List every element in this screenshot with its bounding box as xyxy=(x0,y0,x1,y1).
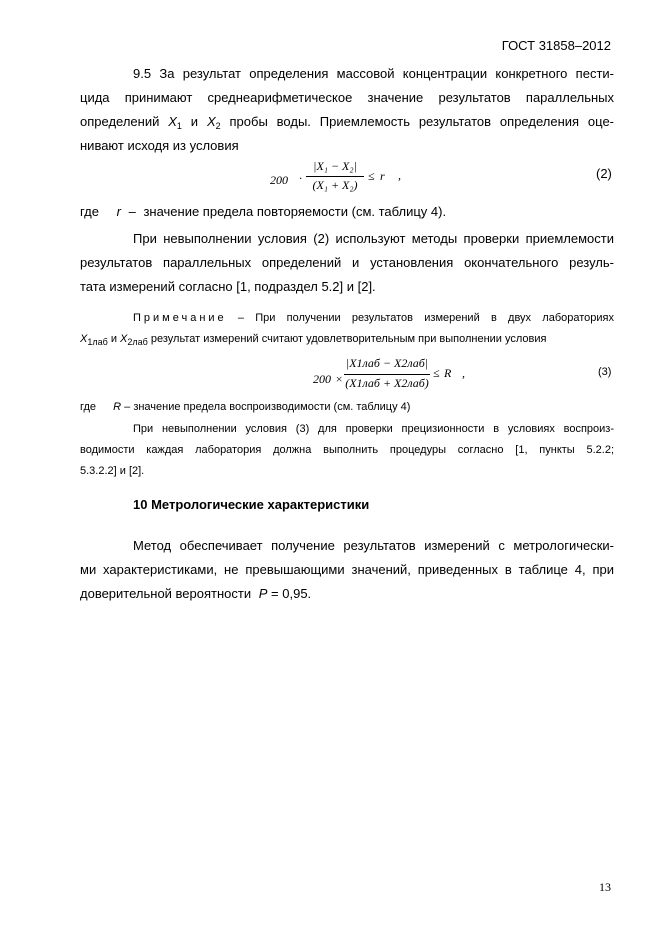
note-line: Примечание – При получении результатов измерений в двух лабораториях xyxy=(133,312,614,324)
paragraph-section-10 xyxy=(80,534,614,606)
para-line: доверительной вероятности P = 0,95. xyxy=(80,586,312,601)
fraction-bar xyxy=(344,374,430,375)
formula-numerator: |X1лаб − X2лаб| xyxy=(345,356,429,370)
note xyxy=(80,308,614,350)
formula-dot: · xyxy=(299,171,302,185)
formula-var: R xyxy=(444,366,452,380)
where-r: где r – значение предела повторяемости (см. таблицу 4). xyxy=(80,204,447,219)
para-line: цида принимают среднеарифметическое значение результатов параллельных xyxy=(80,90,614,105)
formula-denominator: (X₁ + X₂) xyxy=(312,178,358,192)
formula-coef: 200 xyxy=(313,372,331,386)
paragraph-nonfulfil-3 xyxy=(80,419,614,482)
formula-coef: 200 xyxy=(270,173,288,187)
document-code: ГОСТ 31858–2012 xyxy=(501,38,611,53)
para-line: водимости каждая лаборатория должна выполнить процедуры согласно [1, пункты 5.2.2; xyxy=(80,444,614,456)
para-line: 9.5 За результат определения массовой концентрации конкретного пести- xyxy=(133,66,614,81)
formula-le: ≤ xyxy=(433,366,440,380)
equation-number-2: (2) xyxy=(596,166,612,181)
para-line: Метод обеспечивает получение результатов измерений с метрологически- xyxy=(133,538,614,553)
where-R: где R – значение предела воспроизводимости (см. таблицу 4) xyxy=(80,401,411,413)
note-line: $X_{1лаб}$ и $X_{2лаб}$ результат измерений считают удовлетворительным при выполнении условия xyxy=(80,333,547,347)
equation-number-3: (3) xyxy=(598,366,612,378)
formula-times: × xyxy=(335,372,344,386)
formula-le: ≤ xyxy=(368,169,375,183)
formula-denominator: (X1лаб + X2лаб) xyxy=(345,376,429,390)
note-label: Примечание xyxy=(133,312,227,324)
para-line: тата измерений согласно [1, подраздел 5.2] и [2]. xyxy=(80,279,376,294)
para-line: ми характеристиками, не превышающими значений, приведенных в таблице 4, при xyxy=(80,562,614,577)
section-10-heading: 10 Метрологические характеристики xyxy=(133,497,370,512)
formula-comma: , xyxy=(462,366,465,380)
para-line: определений $X_1$ и $X_2$ пробы воды. Приемлемость результатов определения оце- xyxy=(80,114,615,131)
page-number: 13 xyxy=(599,880,611,894)
paragraph-nonfulfil-2 xyxy=(80,227,614,299)
formula-var: r xyxy=(380,169,385,183)
para-line: При невыполнении условия (3) для проверки прецизионности в условиях воспроиз- xyxy=(133,423,614,435)
paragraph-9-5 xyxy=(80,62,614,158)
para-line: нивают исходя из условия xyxy=(80,138,239,153)
formula-numerator: |X₁ − X₂| xyxy=(313,159,357,173)
formula-comma: , xyxy=(398,168,401,182)
para-line: результатов параллельных определений и установления окончательного резуль- xyxy=(80,255,614,270)
fraction-bar xyxy=(306,176,364,177)
para-line: 5.3.2.2] и [2]. xyxy=(80,465,145,477)
para-line: При невыполнении условия (2) используют методы проверки приемлемости xyxy=(133,231,614,246)
